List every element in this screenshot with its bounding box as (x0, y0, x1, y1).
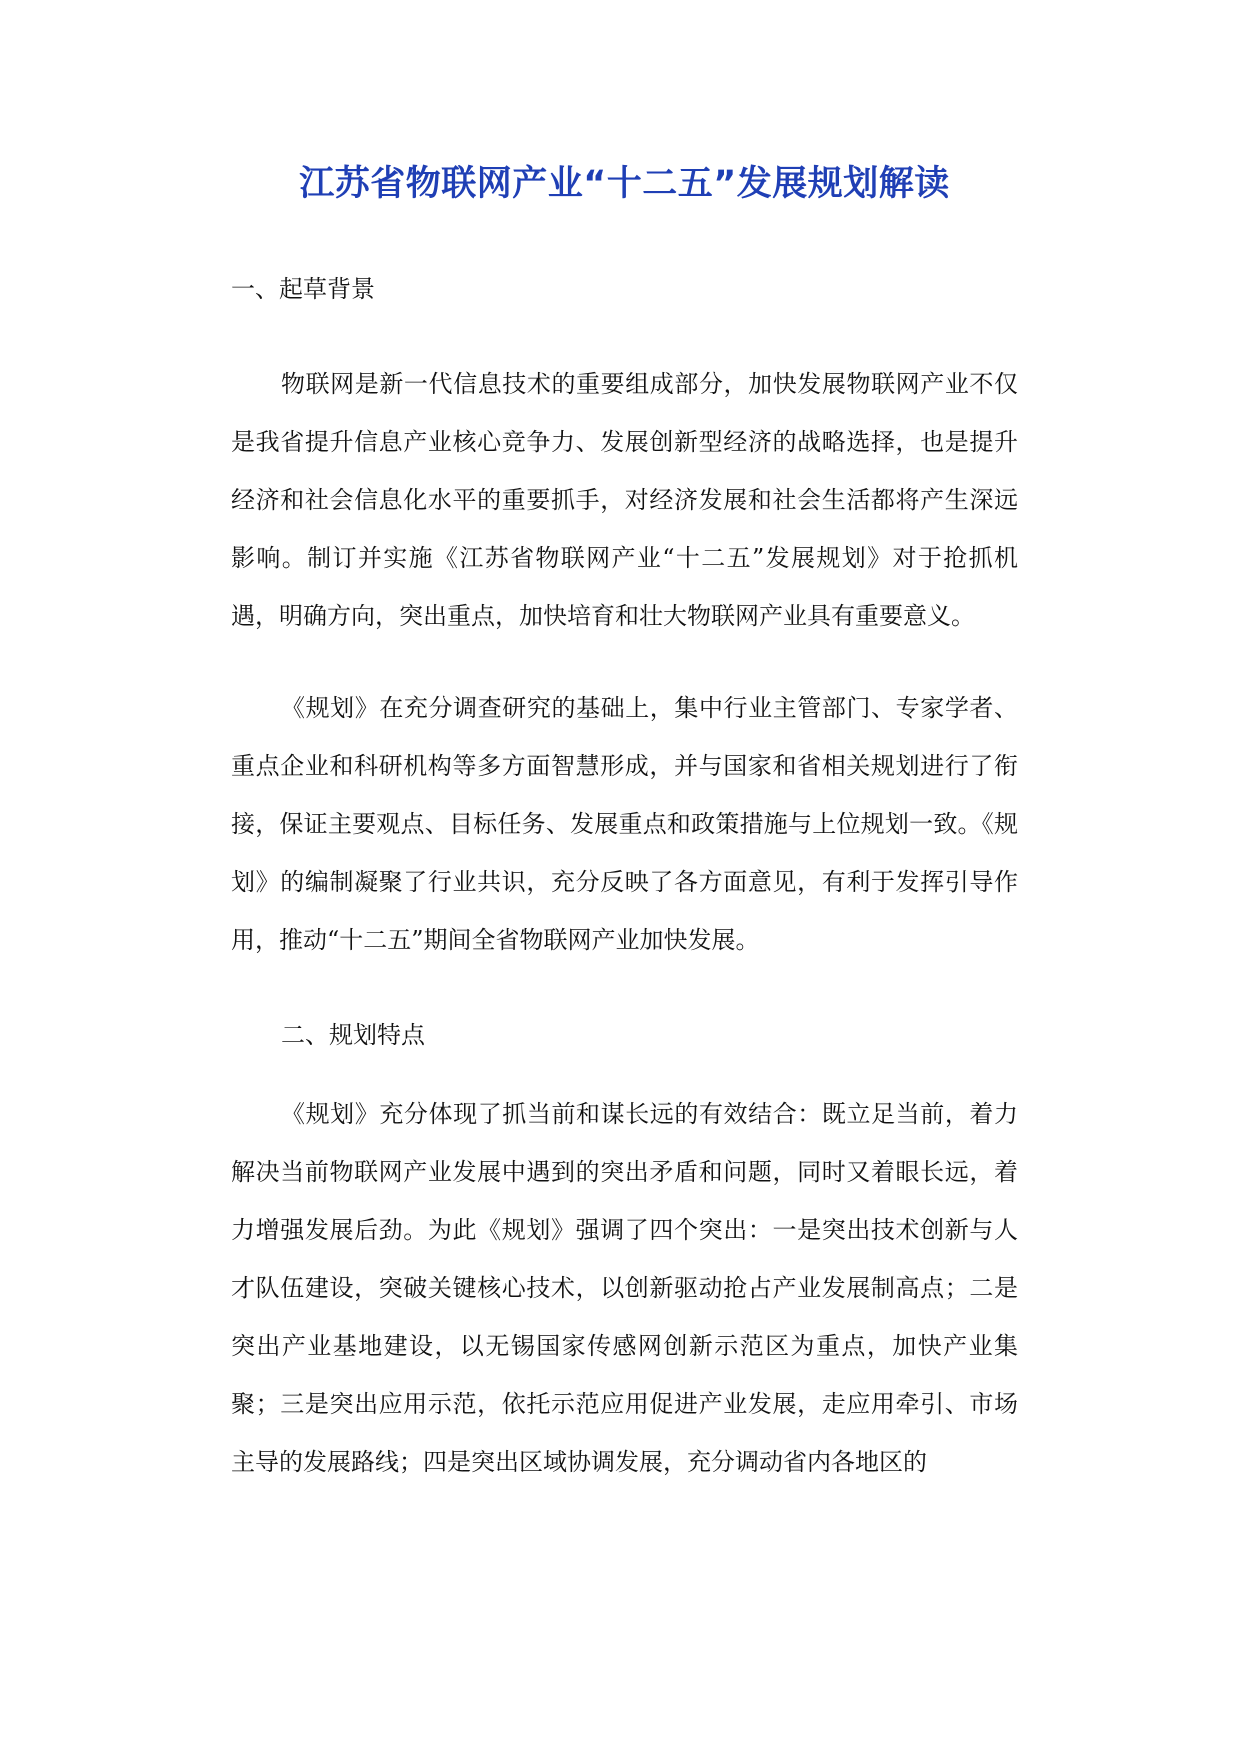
paragraph-background-2: 《规划》在充分调查研究的基础上，集中行业主管部门、专家学者、重点企业和科研机构等多方面智慧形成，并与国家和省相关规划进行了衔接，保证主要观点、目标任务、发展重点和政策措施与上位规划一致。《规划》的编制凝聚了行业共识，充分反映了各方面意见，有利于发挥引导作用，推动“十二五”期间全省物联网产业加快发展。 (231, 694, 1018, 954)
document-title: 江苏省物联网产业“十二五”发展规划解读 (299, 164, 950, 204)
section-heading-background: 一、起草背景 (231, 275, 375, 303)
section-heading-features: 二、规划特点 (281, 1021, 425, 1049)
paragraph-background-1: 物联网是新一代信息技术的重要组成部分，加快发展物联网产业不仅是我省提升信息产业核心竞争力、发展创新型经济的战略选择，也是提升经济和社会信息化水平的重要抓手，对经济发展和社会生活都将产生深远影响。制订并实施《江苏省物联网产业“十二五”发展规划》对于抢抓机遇，明确方向，突出重点，加快培育和壮大物联网产业具有重要意义。 (231, 370, 1018, 630)
paragraph-features-1: 《规划》充分体现了抓当前和谋长远的有效结合：既立足当前，着力解决当前物联网产业发展中遇到的突出矛盾和问题，同时又着眼长远，着力增强发展后劲。为此《规划》强调了四个突出：一是突出技术创新与人才队伍建设，突破关键核心技术，以创新驱动抢占产业发展制高点；二是突出产业基地建设，以无锡国家传感网创新示范区为重点，加快产业集聚；三是突出应用示范，依托示范应用促进产业发展，走应用牵引、市场主导的发展路线；四是突出区域协调发展，充分调动省内各地区的 (231, 1100, 1018, 1476)
